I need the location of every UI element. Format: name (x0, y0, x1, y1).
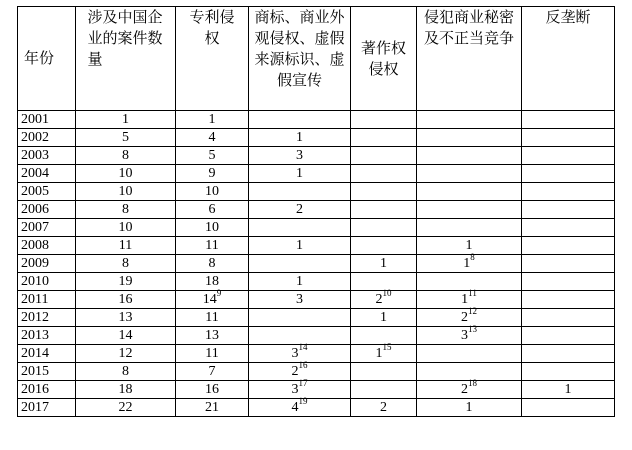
table-row (18, 327, 615, 345)
copyright-cell: 1 (351, 309, 417, 327)
trademark-cell: 1 (249, 273, 351, 291)
copyright-cell (351, 381, 417, 399)
patent-cell: 16 (176, 381, 249, 399)
case-count-cell: 22 (76, 399, 176, 417)
trade-secret-cell (417, 129, 522, 147)
year-cell: 2012 (18, 309, 76, 327)
antitrust-cell (522, 327, 615, 345)
antitrust-cell (522, 237, 615, 255)
year-cell: 2010 (18, 273, 76, 291)
case-count-cell: 1 (76, 111, 176, 129)
patent-cell: 8 (176, 255, 249, 273)
copyright-cell (351, 129, 417, 147)
table-body (18, 111, 615, 417)
antitrust-cell: 1 (522, 381, 615, 399)
trade-secret-cell: 1 (417, 399, 522, 417)
trademark-cell: 3 (249, 147, 351, 165)
antitrust-cell (522, 147, 615, 165)
trademark-cell: 1 (249, 237, 351, 255)
year-cell: 2017 (18, 399, 76, 417)
header-row (18, 7, 615, 111)
case-count-cell: 14 (76, 327, 176, 345)
year-cell: 2015 (18, 363, 76, 381)
trademark-cell: $3^{14}$ (249, 345, 351, 363)
patent-cell: 5 (176, 147, 249, 165)
copyright-cell: 1 (351, 255, 417, 273)
footnote-ref: 9 (216, 288, 222, 299)
trademark-cell (249, 255, 351, 273)
header-trademark: 商标、商业外观侵权、虚假来源标识、虚假宣传 (249, 7, 351, 111)
table-row (18, 147, 615, 165)
patent-cell: 11 (176, 345, 249, 363)
copyright-cell (351, 219, 417, 237)
table-row (18, 381, 615, 399)
footnote-ref: 11 (468, 288, 477, 299)
year-cell: 2006 (18, 201, 76, 219)
footnote-ref: 14 (298, 342, 308, 353)
year-cell: 2001 (18, 111, 76, 129)
year-cell: 2013 (18, 327, 76, 345)
trade-secret-cell: $2^{12}$ (417, 309, 522, 327)
case-count-cell: 13 (76, 309, 176, 327)
trademark-cell (249, 111, 351, 129)
table-row (18, 219, 615, 237)
case-count-cell: 11 (76, 237, 176, 255)
antitrust-cell (522, 363, 615, 381)
copyright-cell: $1^{15}$ (351, 345, 417, 363)
patent-cell: 6 (176, 201, 249, 219)
year-cell: 2011 (18, 291, 76, 309)
trademark-cell: 1 (249, 165, 351, 183)
case-count-cell: 5 (76, 129, 176, 147)
footnote-ref: 8 (470, 252, 475, 263)
table-row (18, 111, 615, 129)
trade-secret-cell (417, 183, 522, 201)
trademark-cell (249, 219, 351, 237)
antitrust-cell (522, 165, 615, 183)
trade-secret-cell (417, 147, 522, 165)
case-count-cell: 12 (76, 345, 176, 363)
copyright-cell (351, 237, 417, 255)
case-count-cell: 16 (76, 291, 176, 309)
footnote-ref: 16 (298, 360, 308, 371)
antitrust-cell (522, 309, 615, 327)
footnote-ref: 10 (382, 288, 392, 299)
antitrust-cell (522, 255, 615, 273)
table-row (18, 201, 615, 219)
trade-secret-cell: $1^8$ (417, 255, 522, 273)
patent-cell: 18 (176, 273, 249, 291)
header-copyright: 著作权侵权 (351, 7, 417, 111)
copyright-cell: 2 (351, 399, 417, 417)
header-antitrust: 反垄断 (522, 7, 615, 111)
year-cell: 2007 (18, 219, 76, 237)
antitrust-cell (522, 111, 615, 129)
case-count-cell: 8 (76, 363, 176, 381)
table-row (18, 399, 615, 417)
patent-cell: 7 (176, 363, 249, 381)
trade-secret-cell (417, 201, 522, 219)
antitrust-cell (522, 201, 615, 219)
patent-cell: $14^9$ (176, 291, 249, 309)
year-cell: 2005 (18, 183, 76, 201)
year-cell: 2009 (18, 255, 76, 273)
footnote-ref: 15 (382, 342, 392, 353)
header-trade-secret: 侵犯商业秘密及不正当竞争 (417, 7, 522, 111)
case-count-cell: 10 (76, 183, 176, 201)
table-row (18, 309, 615, 327)
trademark-cell: $3^{17}$ (249, 381, 351, 399)
copyright-cell (351, 165, 417, 183)
table-row (18, 345, 615, 363)
footnote-ref: 13 (468, 324, 477, 335)
patent-cell: 11 (176, 309, 249, 327)
trade-secret-cell (417, 219, 522, 237)
antitrust-cell (522, 345, 615, 363)
year-cell: 2003 (18, 147, 76, 165)
footnote-ref: 12 (468, 306, 477, 317)
copyright-cell: $2^{10}$ (351, 291, 417, 309)
antitrust-cell (522, 399, 615, 417)
copyright-cell (351, 111, 417, 129)
antitrust-cell (522, 291, 615, 309)
trademark-cell (249, 183, 351, 201)
table-row (18, 237, 615, 255)
patent-cell: 4 (176, 129, 249, 147)
copyright-cell (351, 147, 417, 165)
trademark-cell: 3 (249, 291, 351, 309)
header-case-count: 涉及中国企业的案件数量 (76, 7, 176, 111)
trade-secret-cell: $3^{13}$ (417, 327, 522, 345)
patent-cell: 21 (176, 399, 249, 417)
table-row (18, 165, 615, 183)
copyright-cell (351, 183, 417, 201)
year-cell: 2002 (18, 129, 76, 147)
trade-secret-cell (417, 111, 522, 129)
trade-secret-cell (417, 345, 522, 363)
table-row (18, 129, 615, 147)
copyright-cell (351, 363, 417, 381)
year-cell: 2004 (18, 165, 76, 183)
case-count-cell: 8 (76, 201, 176, 219)
trademark-cell: 1 (249, 129, 351, 147)
table-row (18, 183, 615, 201)
trade-secret-cell (417, 165, 522, 183)
case-count-cell: 10 (76, 219, 176, 237)
case-count-cell: 8 (76, 255, 176, 273)
patent-cell: 11 (176, 237, 249, 255)
case-count-cell: 8 (76, 147, 176, 165)
year-cell: 2016 (18, 381, 76, 399)
antitrust-cell (522, 129, 615, 147)
copyright-cell (351, 201, 417, 219)
case-count-cell: 10 (76, 165, 176, 183)
patent-cell: 10 (176, 183, 249, 201)
header-patent: 专利侵权 (176, 7, 249, 111)
footnote-ref: 19 (298, 396, 308, 407)
header-year: 年份 (18, 7, 76, 111)
footnote-ref: 18 (468, 378, 477, 389)
trademark-cell (249, 309, 351, 327)
patent-cell: 9 (176, 165, 249, 183)
table-row (18, 363, 615, 381)
case-count-cell: 19 (76, 273, 176, 291)
trademark-cell: 2 (249, 201, 351, 219)
trade-secret-cell: $1^{11}$ (417, 291, 522, 309)
antitrust-cell (522, 219, 615, 237)
patent-cell: 10 (176, 219, 249, 237)
table-row (18, 255, 615, 273)
year-cell: 2008 (18, 237, 76, 255)
table-row (18, 273, 615, 291)
year-cell: 2014 (18, 345, 76, 363)
ip-cases-table (17, 6, 615, 417)
trademark-cell: $2^{16}$ (249, 363, 351, 381)
patent-cell: 1 (176, 111, 249, 129)
case-count-cell: 18 (76, 381, 176, 399)
antitrust-cell (522, 183, 615, 201)
footnote-ref: 17 (298, 378, 308, 389)
table-row (18, 291, 615, 309)
trademark-cell: $4^{19}$ (249, 399, 351, 417)
antitrust-cell (522, 273, 615, 291)
patent-cell: 13 (176, 327, 249, 345)
trade-secret-cell: $2^{18}$ (417, 381, 522, 399)
trade-secret-cell: 1 (417, 237, 522, 255)
